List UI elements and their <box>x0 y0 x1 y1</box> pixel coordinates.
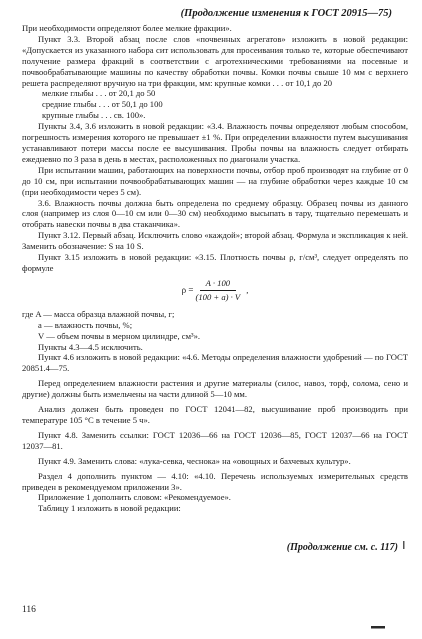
paragraph-item-3-15: Пункт 3.15 изложить в новой редакции: «3.15. Плотность почвы ρ, г/см³, следует определять по формуле <box>22 252 408 273</box>
paragraph-analysis: Анализ должен быть проведен по ГОСТ 12041—82, высушивание проб производить при температуре 105 °C в течение 5 ч». <box>22 404 408 425</box>
running-head: (Продолжение изменения к ГОСТ 20915—75) <box>180 8 392 19</box>
continuation-note: (Продолжение см. с. 117) <box>286 542 398 553</box>
paragraph-section-4: Раздел 4 дополнить пунктом — 4.10: «4.10. Перечень используемых измерительных средств приведен в рекомендуемом приложении 3». <box>22 470 408 492</box>
paragraph-item-3-12: Пункт 3.12. Первый абзац. Исключить слово «каждой»; второй абзац. Формула и экспликация к ней. Заменить обозначение: S на 10 S. <box>22 230 408 252</box>
formula-numerator: A · 100 <box>200 278 236 291</box>
paragraph-items-4-3-4-5: Пункты 4.3—4.5 исключить. <box>38 341 143 352</box>
size-large-clods: крупные глыбы . . . св. 100». <box>42 110 146 121</box>
paragraph-item-4-9: Пункт 4.9. Заменить слова: «лука-севка, чеснока» на «овощных и бахчевых культур». <box>38 455 351 466</box>
paragraph-item-4-6: Пункт 4.6 изложить в новой редакции: «4.6. Методы определения влажности удобрений — по ГОСТ 20851.4—75. <box>22 352 408 374</box>
explication-volume: V — объем почвы в мерном цилиндре, см³». <box>38 330 201 341</box>
margin-mark <box>403 541 405 549</box>
paragraph-fractions-note: При необходимости определяют более мелкие фракции». <box>22 23 232 33</box>
paragraph-appendix-1: Приложение 1 дополнить словом: «Рекомендуемое». <box>38 492 231 503</box>
paragraph-item-3-3: Пункт 3.3. Второй абзац после слов «почвенных агрегатов» изложить в новой редакции: «Допускается из указанного набора сит использовать для просеивания только те, которые обеспечивают получение размера фракций в соответствии с агротехническими требованиями на посевные и почвообрабатывающие машины по качеству обработки почвы. Комки почвы свыше 10 мм с верхнего решета распределяют вручную на три фракции, мм: крупные комки . . . от 10,1 до 20 <box>22 33 408 88</box>
paragraph-table-1: Таблицу 1 изложить в новой редакции: <box>38 503 181 514</box>
formula-denominator: (100 + a) · V <box>195 292 241 303</box>
formula-lhs: ρ = <box>181 285 194 296</box>
paragraph-sampling: При испытании машин, работающих на поверхности почвы, отбор проб производят на глубине от 0 до 10 см, при испытании почвообрабатывающих машин — на глубине обработки через каждые 10 см (при необходимости через 5 см). <box>22 164 408 197</box>
size-small-clods: мелкие глыбы . . . от 20,1 до 50 <box>42 88 156 99</box>
size-medium-clods: средние глыбы . . . от 50,1 до 100 <box>42 99 163 110</box>
paragraph-item-3-6: 3.6. Влажность почвы должна быть определена по среднему образцу. Образец почвы из данного слоя (например из слоя 0—10 см или 0—30 см) необходимо высыпать в тару, тщательно перемешать и отобрать навески почвы в два стаканчика». <box>22 197 408 230</box>
explication-moisture: a — влажность почвы, %; <box>38 319 133 330</box>
formula-tail: , <box>246 285 249 296</box>
page-number: 116 <box>22 605 36 615</box>
ink-blot-mark <box>371 626 385 629</box>
paragraph-item-3-4: Пункты 3.4, 3.6 изложить в новой редакции: «3.4. Влажность почвы определяют любым способом, погрешность измерения которого не превышает ±1 %. При определении влажности путем высушивания устанавливают потери массы после ее высушивания. Пробы почвы на влажность следует отбирать ежедневно по 3 раза в день в местах, расположенных по диагонали участка. <box>22 121 408 164</box>
paragraph-item-4-8: Пункт 4.8. Заменить ссылки: ГОСТ 12036—66 на ГОСТ 12036—85, ГОСТ 12037—66 на ГОСТ 12037—81. <box>22 429 408 451</box>
paragraph-grinding: Перед определением влажности растения и другие материалы (силос, навоз, торф, солома, сено и другие) должны быть измельчены на части длиной 5—10 мм. <box>22 378 408 400</box>
explication-mass: где A — масса образца влажной почвы, г; <box>22 308 175 319</box>
